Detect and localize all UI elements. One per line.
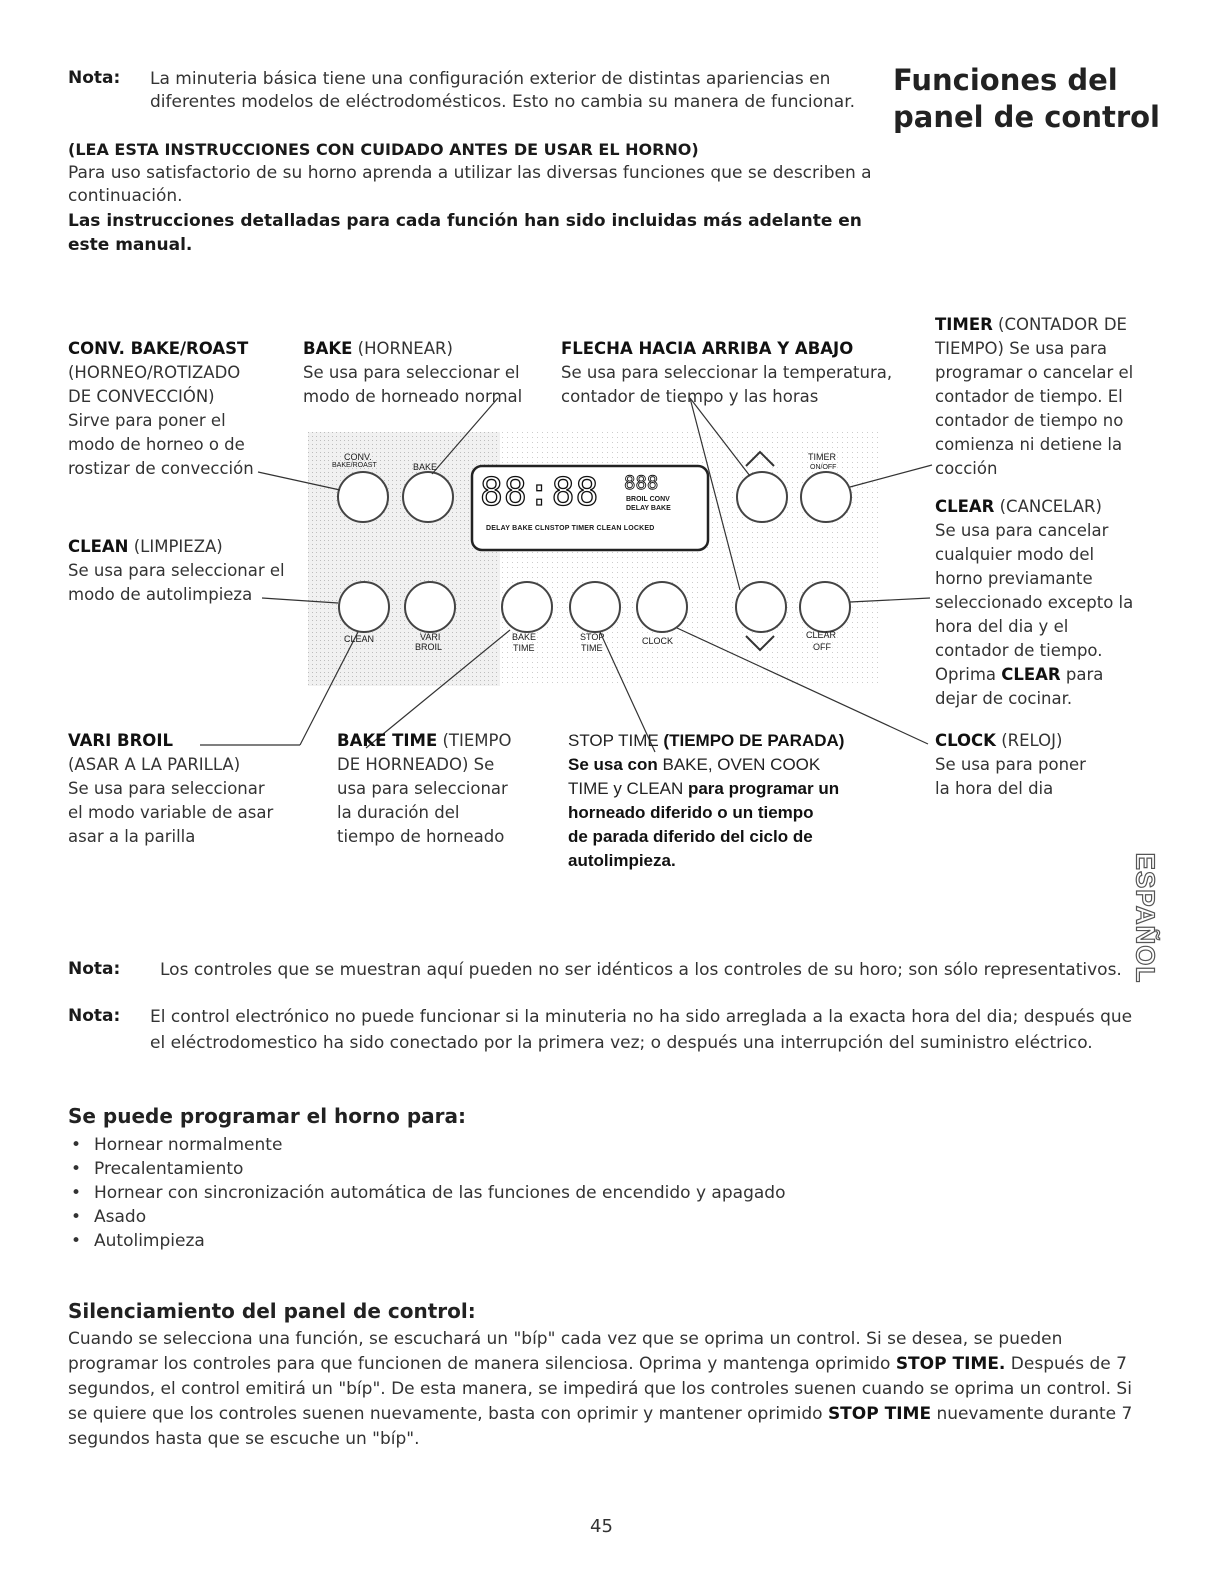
nota-label: Nota: [68,959,121,979]
callout-clock-title: CLOCK [935,731,996,750]
page-number: 45 [590,1516,613,1537]
callout-stop-time-se-usa: Se usa con [568,755,663,774]
callout-bake-time-title: BAKE TIME [337,731,438,750]
callout-line: programar o cancelar el [935,363,1134,382]
display-temperature: 888 [624,472,659,494]
callout-line: Se usa para cancelar [935,521,1109,540]
display-indicators: DELAY BAKE CLNSTOP TIMER CLEAN LOCKED [486,525,655,532]
label-bake-time-1: BAKE [512,632,537,642]
callout-line: (HORNEO/ROTIZADO [68,363,241,382]
callout-line: hora del dia y el [935,617,1069,636]
callout-line: modo de horneado normal [303,387,523,406]
callout-line: el modo variable de asar [68,803,274,822]
intro-line-2: continuación. [68,186,183,206]
silence-line-2 [68,1353,1127,1376]
callout-clean [68,535,308,607]
label-clean: CLEAN [344,634,375,644]
callout-clear-para: para [1060,665,1104,684]
callout-stop-time-modes: BAKE, OVEN COOK [662,755,821,774]
bake-button [403,472,453,522]
silence-line-5: segundos hasta que se escuche un "bíp". [68,1429,420,1449]
callout-bake-title-rest: (HORNEAR) [352,339,453,358]
vari-broil-button [405,582,455,632]
clear-off-button [800,582,850,632]
label-conv: CONV. [344,452,372,462]
silence-line-2-text: programar los controles para que funcionen de manera silenciosa. Oprima y mantenga oprimido [68,1354,896,1374]
callout-line: rostizar de convección [68,459,254,478]
callout-line: modo de horneo o de [68,435,245,454]
nota-2-line-1: El control electrónico no puede funcionar si la minuteria no ha sido arreglada a la exacta hora del dia; después que [150,1007,1133,1027]
list-item: • Hornear normalmente [68,1133,785,1157]
callout-timer-title-rest: (CONTADOR DE [992,315,1127,334]
callout-line: contador de tiempo y las horas [561,387,819,406]
nota-1-text: Los controles que se muestran aquí pueden no ser idénticos a los controles de su horo; son sólo representativos. [160,960,1122,980]
callout-line: la duración del [337,803,460,822]
silence-line-4-bold: STOP TIME [827,1404,932,1424]
callout-bake-time-title-rest: (TIEMPO [437,731,512,750]
callout-line: Se usa para seleccionar la temperatura, [561,363,893,382]
label-broil: BROIL [415,642,443,652]
callout-stop-time-clean: TIME y CLEAN [568,779,688,798]
callout-line: horno previamante [935,569,1093,588]
callout-stop-time-title-bold: (TIEMPO DE PARADA) [663,731,845,750]
callout-line: autolimpieza. [568,851,676,870]
label-bake-time-2: TIME [513,643,535,653]
callout-bake [303,337,543,409]
program-heading: Se puede programar el horno para: [68,1104,466,1128]
callout-line: contador de tiempo no [935,411,1124,430]
caution-heading: (LEA ESTA INSTRUCCIONES CON CUIDADO ANTES DE USAR EL HORNO) [68,140,699,159]
label-vari: VARI [420,632,441,642]
label-bake-roast: BAKE/ROAST [332,462,377,469]
page-title-line-1: Funciones del [893,63,1118,97]
conv-bake-roast-button [338,472,388,522]
callout-line: tiempo de horneado [337,827,505,846]
label-stop-time-2: TIME [581,643,603,653]
label-clear: CLEAR [806,630,837,640]
program-list [68,1133,785,1253]
callout-clear-title: CLEAR [935,497,995,516]
language-side-tab [1122,852,1168,984]
silence-heading: Silenciamiento del panel de control: [68,1299,476,1323]
callout-line: dejar de cocinar. [935,689,1073,708]
callout-stop-time [568,729,908,873]
label-stop-time-1: STOP [580,632,605,642]
arrow-up-button [737,472,787,522]
label-clock: CLOCK [642,636,674,646]
silence-line-4-text: se quiere que los controles suenen nuevamente, basta con oprimir y mantener oprimido [68,1404,828,1424]
callout-line: seleccionado excepto la [935,593,1134,612]
callout-line: horneado diferido o un tiempo [568,803,814,822]
callout-clean-title-rest: (LIMPIEZA) [128,537,223,556]
callout-bake-time [337,729,557,849]
list-item: • Hornear con sincronización automática de las funciones de encendido y apagado [68,1181,785,1205]
callout-line: la hora del dia [935,779,1054,798]
callout-line: DE HORNEADO) Se [337,755,495,774]
callout-line: Se usa para seleccionar el [68,561,285,580]
label-timer: TIMER [808,452,836,462]
callout-line: DE CONVECCIÓN) [68,387,215,406]
callout-conv-bake-roast [68,337,308,481]
callout-clock-title-rest: (RELOJ) [995,731,1063,750]
callout-vari-broil [68,729,308,849]
callout-line: cocción [935,459,998,478]
callout-clear-oprima: Oprima [935,665,1002,684]
callout-line: de parada diferido del ciclo de [568,827,813,846]
silence-line-3: segundos, el control emitirá un "bíp". De esta manera, se impedirá que los controles suenen cuando se oprima un control. Si [68,1379,1132,1399]
nota-label: Nota: [68,68,121,88]
display-delay-bake: DELAY BAKE [626,505,671,512]
callout-clean-title: CLEAN [68,537,129,556]
callout-line: usa para seleccionar [337,779,508,798]
callout-bake-title: BAKE [303,339,353,358]
callout-timer-title: TIMER [935,315,993,334]
callout-line: (ASAR A LA PARILLA) [68,755,241,774]
panel-left-section [308,432,500,686]
nota-2-line-2: el eléctrodomestico ha sido conectado por la primera vez; o después una interrupción del suministro eléctrico. [150,1033,1093,1053]
silence-line-2-post: Después de 7 [1005,1354,1127,1374]
callout-clear-bold: CLEAR [1001,665,1061,684]
page-title-line-2: panel de control [893,100,1160,134]
side-tab-label: ESPAÑOL [1130,852,1161,984]
intro-bold-line-1: Las instrucciones detalladas para cada función han sido incluidas más adelante en [68,211,862,231]
clock-button [637,582,687,632]
callout-line: comienza ni detiene la [935,435,1123,454]
callout-clock [935,729,1155,801]
intro-bold-line-2: este manual. [68,235,193,255]
label-on-off: ON/OFF [810,464,837,471]
list-item: • Asado [68,1205,785,1229]
silence-line-2-bold: STOP TIME. [895,1354,1006,1374]
timer-on-off-button [801,472,851,522]
display-digits: 88:88 [480,470,600,514]
callout-line: contador de tiempo. El [935,387,1123,406]
list-item: • Precalentamiento [68,1157,785,1181]
callout-line: contador de tiempo. [935,641,1103,660]
callout-flecha-title: FLECHA HACIA ARRIBA Y ABAJO [561,339,854,358]
callout-vari-title: VARI BROIL [68,731,173,750]
callout-line: Se usa para poner [935,755,1086,774]
callout-line: asar a la parilla [68,827,196,846]
display-broil-conv: BROIL CONV [626,496,670,503]
callout-line: cualquier modo del [935,545,1095,564]
callout-line: TIEMPO) Se usa para [935,339,1107,358]
clean-button [339,582,389,632]
callout-line: Sirve para poner el [68,411,226,430]
nota-text-1: La minuteria básica tiene una configuración exterior de distintas apariencias en [150,69,831,89]
arrow-down-button [736,582,786,632]
stop-time-button [570,582,620,632]
callout-line: Se usa para seleccionar el [303,363,520,382]
callout-line: Se usa para seleccionar [68,779,265,798]
intro-line-1: Para uso satisfactorio de su horno aprenda a utilizar las diversas funciones que se describen a [68,163,872,183]
label-bake: BAKE [413,462,438,472]
label-off: OFF [813,642,831,652]
nota-label: Nota: [68,1006,121,1026]
callout-stop-time-programar: para programar un [687,779,840,798]
nota-text-2: diferentes modelos de eléctrodomésticos. Esto no cambia su manera de funcionar. [150,92,856,112]
callout-flecha [561,337,921,409]
callout-stop-time-title: STOP TIME [568,731,664,750]
silence-line-4 [68,1403,1132,1426]
list-item: • Autolimpieza [68,1229,785,1253]
bake-time-button [502,582,552,632]
callout-line: modo de autolimpieza [68,585,253,604]
silence-line-1: Cuando se selecciona una función, se escuchará un "bíp" cada vez que se oprima un control. Si se desea, se pueden [68,1329,1063,1349]
callout-conv-title: CONV. BAKE/ROAST [68,339,249,358]
callout-timer [935,313,1155,481]
silence-line-4-post: nuevamente durante 7 [931,1404,1133,1424]
callout-clear [935,495,1155,711]
callout-clear-title-rest: (CANCELAR) [994,497,1102,516]
